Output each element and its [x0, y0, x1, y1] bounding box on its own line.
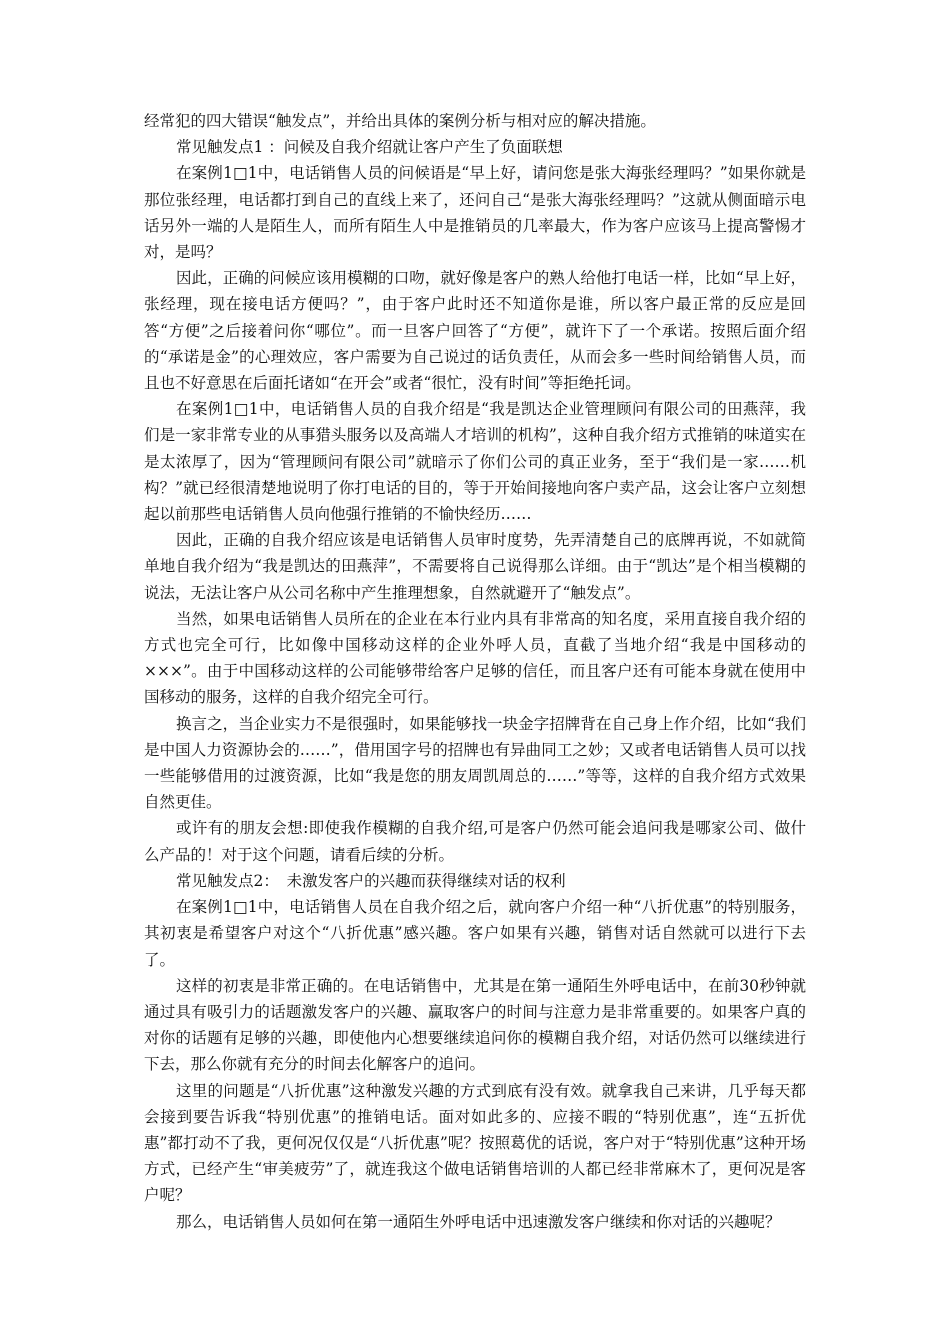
paragraph: 换言之，当企业实力不是很强时，如果能够找一块金字招牌背在自己身上作介绍，比如“我们是中国人力资源协会的……”，借用国字号的招牌也有异曲同工之妙；又或者电话销售人员可以找一些能够借用的过渡资源，比如“我是您的朋友周凯周总的……”等等，这样的自我介绍方式效果自然更佳。 — [144, 714, 806, 812]
section-heading-trigger-2: 常见触发点2： 未激发客户的兴趣而获得继续对话的权利 — [176, 871, 566, 890]
paragraph: 因此，正确的问候应该用模糊的口吻，就好像是客户的熟人给他打电话一样，比如“早上好，张经理，现在接电话方便吗？”，由于客户此时还不知道你是谁，所以客户最正常的反应是回答“方便”之后接着问你“哪位”。而一旦客户回答了“方便”，就许下了一个承诺。按照后面介绍的“承诺是金”的心理效应，客户需要为自己说过的话负责任，从而会多一些时间给销售人员，而且也不好意思在后面托诸如“在开会”或者“很忙，没有时间”等拒绝托词。 — [144, 269, 806, 393]
section-heading-trigger-1: 常见触发点1 ：问候及自我介绍就让客户产生了负面联想 — [176, 138, 563, 157]
paragraph: 在案例1□1中，电话销售人员的自我介绍是“我是凯达企业管理顾问有限公司的田燕萍，我们是一家非常专业的从事猎头服务以及高端人才培训的机构”，这种自我介绍方式推销的味道实在是太浓厚了，因为“管理顾问有限公司”就暗示了你们公司的真正业务，至于“我们是一家……机构？”就已经很清楚地说明了你打电话的目的，等于开始间接地向客户卖产品，这会让客户立刻想起以前那些电话销售人员向他强行推销的不愉快经历…… — [144, 400, 806, 524]
document-body — [144, 108, 806, 1235]
paragraph: 或许有的朋友会想:即使我作模糊的自我介绍,可是客户仍然可能会追问我是哪家公司、做什么产品的！对于这个问题，请看后续的分析。 — [144, 819, 806, 864]
paragraph: 这里的问题是“八折优惠”这种激发兴趣的方式到底有没有效。就拿我自己来讲，几乎每天都会接到要告诉我“特别优惠”的推销电话。面对如此多的、应接不暇的“特别优惠”，连“五折优惠”都打动不了我，更何况仅仅是“八折优惠”呢？按照葛优的话说，客户对于“特别优惠”这种开场方式，已经产生“审美疲劳”了，就连我这个做电话销售培训的人都已经非常麻木了，更何况是客户呢？ — [144, 1081, 806, 1205]
paragraph: 这样的初衷是非常正确的。在电话销售中，尤其是在第一通陌生外呼电话中，在前30秒钟就通过具有吸引力的话题激发客户的兴趣、赢取客户的时间与注意力是非常重要的。如果客户真的对你的话题有足够的兴趣，即使他内心想要继续追问你的模糊自我介绍，对话仍然可以继续进行下去，那么你就有充分的时间去化解客户的追问。 — [144, 976, 806, 1074]
paragraph-intro-continuation: 经常犯的四大错误“触发点”，并给出具体的案例分析与相对应的解决措施。 — [144, 112, 656, 130]
paragraph: 在案例1□1中，电话销售人员在自我介绍之后，就向客户介绍一种“八折优惠”的特别服务，其初衷是希望客户对这个“八折优惠”感兴趣。客户如果有兴趣，销售对话自然就可以进行下去了。 — [144, 898, 806, 969]
paragraph: 因此，正确的自我介绍应该是电话销售人员审时度势，先弄清楚自己的底牌再说，不如就简单地自我介绍为“我是凯达的田燕萍”，不需要将自己说得那么详细。由于“凯达”是个相当模糊的说法，无法让客户从公司名称中产生推理想象，自然就避开了“触发点”。 — [144, 531, 806, 602]
paragraph: 那么，电话销售人员如何在第一通陌生外呼电话中迅速激发客户继续和你对话的兴趣呢？ — [176, 1212, 781, 1231]
paragraph: 在案例1□1中，电话销售人员的问候语是“早上好，请问您是张大海张经理吗？”如果你就是那位张经理，电话都打到自己的直线上来了，还问自己“是张大海张经理吗？”这就从侧面暗示电话另外一端的人是陌生人，而所有陌生人中是推销员的几率最大，作为客户应该马上提高警惕才对，是吗？ — [144, 164, 806, 262]
paragraph: 当然，如果电话销售人员所在的企业在本行业内具有非常高的知名度，采用直接自我介绍的方式也完全可行，比如像中国移动这样的企业外呼人员，直截了当地介绍“我是中国移动的×××”。由于中国移动这样的公司能够带给客户足够的信任，而且客户还有可能本身就在使用中国移动的服务，这样的自我介绍完全可行。 — [144, 609, 806, 707]
